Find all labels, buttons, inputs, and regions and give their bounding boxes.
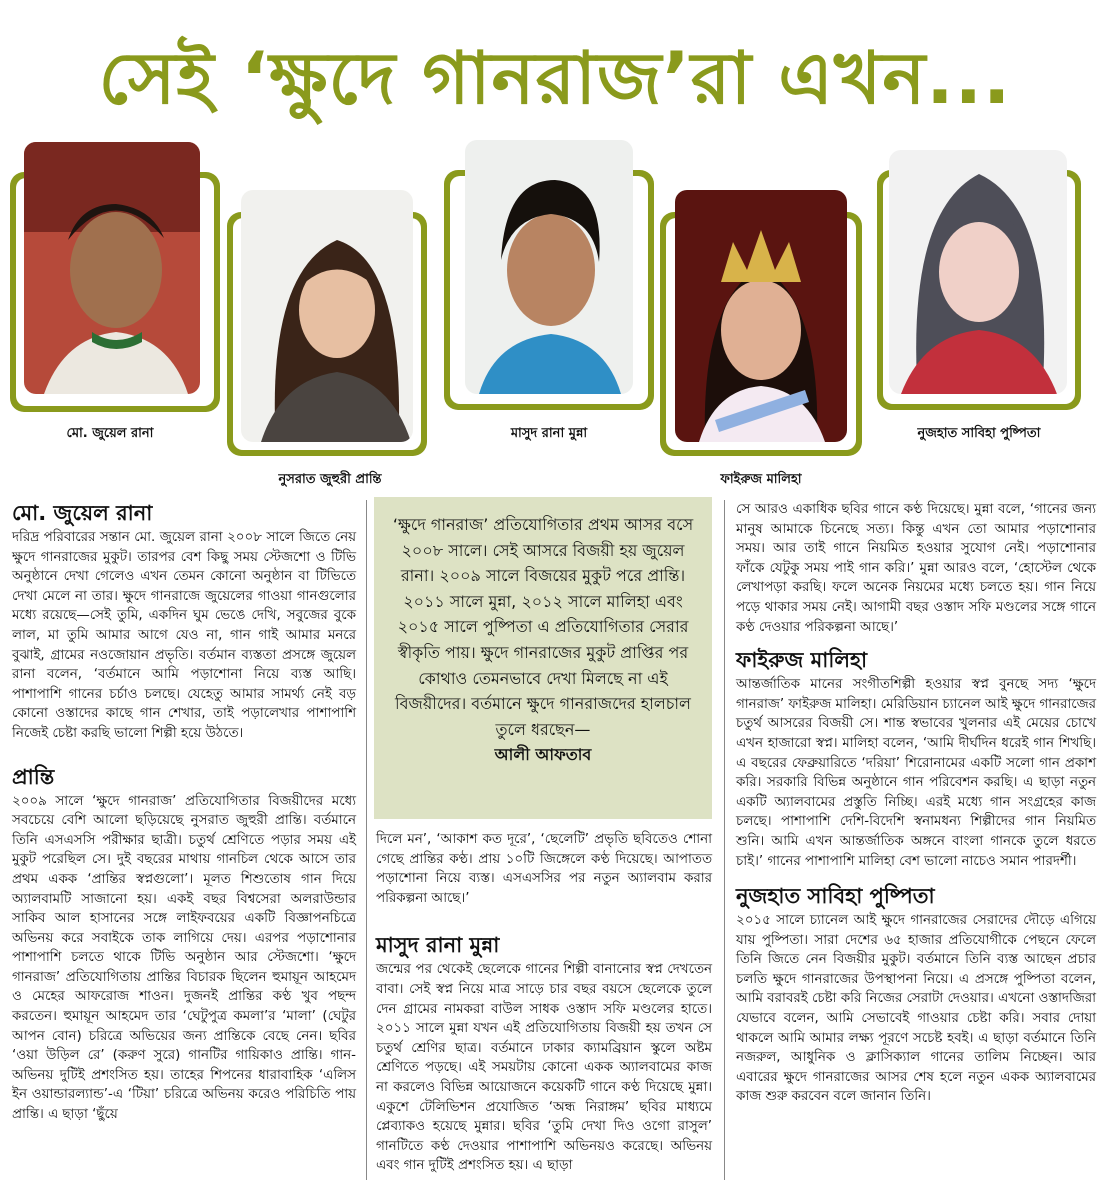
portrait-boy-icon [24, 142, 200, 394]
caption-maliha: ফাইরুজ মালিহা [720, 472, 802, 487]
photo-pranti [241, 190, 413, 442]
body-pranti-continued: দিলে মন’, ‘আকাশ কত দূরে’, ‘ছেলেটি’ প্রভৃতি ছবিতেও শোনা গেছে প্রান্তির কণ্ঠ। প্রায় ১০টি জিঙ্গেলে কণ্ঠ দিয়েছে। আপাতত পড়াশোনা নিয়ে ব্যস্ত। এসএসসির পর নতুন অ্যালবাম করার পরিকল্পনা আছে।’ [376, 832, 712, 906]
column-1 [12, 500, 356, 1125]
body-pushpita: ২০১৫ সালে চ্যানেল আই ক্ষুদে গানরাজের সেরাদের দৌড়ে এগিয়ে যায় পুষ্পিতা। সারা দেশের ৬৫ হাজার প্রতিযোগীকে পেছনে ফেলে তিনি জিতে নেন বিজয়ীর মুকুট। বর্তমানে তিনি ব্যস্ত আছেন প্রচার চলতি ক্ষুদে গানরাজের উপস্থাপনা নিয়ে। এ প্রসঙ্গে পুষ্পিতা বলেন, আমি বরাবরই চেষ্টা করি নিজের সেরাটা দেওয়ার। এখনো ওস্তাদজিরা যেভাবে বলেন, আমি সেভাবেই গাওয়ার চেষ্টা করি। সবার দোয়া থাকলে আমি আমার লক্ষ্য পূরণে সচেষ্ট হবই। এ ছাড়া বর্তমানে তিনি নজরুল, আধুনিক ও ক্লাসিক্যাল গানের তালিম নিচ্ছেন। আর এবারের ক্ষুদে গানরাজের আসর শেষ হলে নতুন একক অ্যালবামের কাজ শুরু করবেন বলে জানান তিনি। [736, 913, 1097, 1105]
portrait-girl-icon [889, 150, 1067, 394]
body-munna-continued: সে আরও একাধিক ছবির গানে কণ্ঠ দিয়েছে। মুন্না বলে, ‘গানের জন্য মানুষ আমাকে চিনেছে সত্য। কিন্তু এখন তো আমার পড়াশোনার সময়। আর তাই গানে নিয়মিত হওয়ার সুযোগ নেই। পড়াশোনার ফাঁকে যেটুকু সময় পাই গান করি।’ মুন্না আরও বলে, ‘হোস্টেল থেকে লেখাপড়া করছি। ফলে অনেক নিয়মের মধ্যে চলতে হয়। গান নিয়ে পড়ে থাকার সময় নেই। আগামী বছর ওস্তাদ সফি মণ্ডলের সঙ্গে গানে কণ্ঠ দেওয়ার পরিকল্পনা আছে।’ [736, 502, 1096, 635]
body-jewel: দরিদ্র পরিবারের সন্তান মো. জুয়েল রানা ২০০৮ সালে জিতে নেয় ক্ষুদে গানরাজের মুকুট। তারপর বেশ কিছু সময় স্টেজশো ও টিভি অনুষ্ঠানে দেখা গেলেও এখন তেমন কোনো অনুষ্ঠান বা টিভিতে দেখা মেলে না তার। ক্ষুদে গানরাজে জুয়েলের গাওয়া গানগুলোর মধ্যে রয়েছে—সেই তুমি, একদিন ঘুম ভেঙে দেখি, সবুজের বুকে লাল, মা তুমি আমার আগে যেও না, গান গাই আমার মনরে বুঝাই, গ্রামের নওজোয়ান প্রভৃতি। বর্তমান ব্যস্ততা প্রসঙ্গে জুয়েল রানা বলেন, ‘বর্তমানে আমি পড়াশোনা নিয়ে ব্যস্ত আছি। পাশাপাশি গানের চর্চাও চলছে। যেহেতু আমার সামর্থ্য নেই বড় কোনো ওস্তাদের কাছে গান শেখার, তাই পড়ালেখার পাশাপাশি নিজেই চেষ্টা করছি ভালো শিল্পী হয়ে উঠতে। [12, 530, 356, 741]
summary-author: আলী আফতাব [494, 745, 592, 765]
heading-pranti: প্রান্তি [12, 764, 55, 789]
heading-munna: মাসুদ রানা মুন্না [376, 933, 500, 958]
column-rule-2 [724, 500, 725, 1180]
heading-maliha: ফাইরুজ মালিহা [736, 648, 868, 673]
body-maliha: আন্তর্জাতিক মানের সংগীতশিল্পী হওয়ার স্বপ্ন বুনছে সদ্য ‘ক্ষুদে গানরাজ’ ফাইরুজ মালিহা। মেরিডিয়ান চ্যানেল আই ক্ষুদে গানরাজের চতুর্থ আসরের বিজয়ী সে। শান্ত স্বভাবের খুলনার এই মেয়ের চোখে এখন হাজারো স্বপ্ন। মালিহা বলেন, ‘আমি দীর্ঘদিন ধরেই গান শিখছি। এ বছরের ফেব্রুয়ারিতে ‘দরিয়া’ শিরোনামের একটি সলো গান প্রকাশ করি। সরকারি বিভিন্ন অনুষ্ঠানে গান পরিবেশন করছি। এ ছাড়া নতুন একটি অ্যালবামের প্রস্তুতি নিচ্ছি। এরই মধ্যে গান সংগ্রহের কাজ চলছে। পাশাপাশি দেশি-বিদেশি স্বনামধন্য শিল্পীদের গান নিয়মিত শুনি। আমি এখন আন্তর্জাতিক অঙ্গনে বাংলা গানকে তুলে ধরতে চাই।’ গানের পাশাপাশি মালিহা বেশ ভালো নাচেও সমান পারদর্শী। [736, 677, 1096, 869]
caption-jewel: মো. জুয়েল রানা [66, 426, 154, 441]
caption-pushpita: নুজহাত সাবিহা পুষ্পিতা [917, 426, 1041, 441]
portrait-boy-icon [465, 140, 633, 394]
heading-jewel: মো. জুয়েল রানা [12, 501, 153, 525]
portrait-girl-icon [241, 190, 413, 442]
body-pranti: ২০০৯ সালে ‘ক্ষুদে গানরাজ’ প্রতিযোগিতার বিজয়ীদের মধ্যে সবচেয়ে বেশি আলো ছড়িয়েছে নুসরাত জুহুরী প্রান্তি। বর্তমানে তিনি এসএসসি পরীক্ষার ছাত্রী। চতুর্থ শ্রেণিতে পড়ার সময় এই মুকুট পরেছিল সে। দুই বছরের মাথায় গানচিল থেকে আসে তার প্রথম একক ‘প্রান্তির স্বপ্নগুলো’। মূলত শিশুতোষ গান দিয়ে অ্যালবামটি সাজানো হয়। একই বছর বিশ্বসেরা অলরাউন্ডার সাকিব আল হাসানের সঙ্গে লাইফবয়ের একটি বিজ্ঞাপনচিত্রে অভিনয় করে সবাইকে তাক লাগিয়ে দেয়। এরপর পড়াশোনার পাশাপাশি চলতে থাকে টিভি অনুষ্ঠান আর স্টেজশো। ‘ক্ষুদে গানরাজ’ প্রতিযোগিতায় প্রান্তির বিচারক ছিলেন হুমায়ূন আহমেদ ও মেহের আফরোজ শাওন। দুজনই প্রান্তির কণ্ঠ খুব পছন্দ করতেন। হুমায়ূন আহমেদ তার ‘ঘেটুপুত্র কমলা’র ‘মালা’ (ঘেটুর আপন বোন) চরিত্রে অভিয়ের জন্য প্রান্তিকে বেছে নেন। ছবির ‘ওয়া উড়িল রে’ (করুণ সুরে) গানটির গায়িকাও প্রান্তি। গান-অভিনয় দুটিই প্রশংসিত হয়। তাহের শিপনের ধারাবাহিক ‘এলিস ইন ওয়ান্ডারল্যান্ড’-এ ‘টিয়া’ চরিত্রে অভিনয় করেও পরিচিতি পায় প্রান্তি। এ ছাড়া ‘ছুঁয়ে [12, 793, 356, 1123]
caption-munna: মাসুদ রানা মুন্না [510, 426, 588, 441]
caption-pranti: নুসরাত জুহুরী প্রান্তি [278, 472, 382, 487]
photo-pushpita [889, 150, 1067, 394]
heading-pushpita: নুজহাত সাবিহা পুষ্পিতা [736, 884, 935, 909]
column-2 [376, 830, 712, 1176]
headline: সেই ‘ক্ষুদে গানরাজ’রা এখন... [98, 36, 1012, 120]
photo-jewel [24, 142, 200, 394]
portrait-girl-crown-icon [675, 190, 847, 442]
summary [386, 512, 700, 768]
photo-maliha [675, 190, 847, 442]
photo-munna [465, 140, 633, 394]
summary-text: ‘ক্ষুদে গানরাজ’ প্রতিযোগিতার প্রথম আসর বসে ২০০৮ সালে। সেই আসরে বিজয়ী হয় জুয়েল রানা। ২০০৯ সালে বিজয়ের মুকুট পরে প্রান্তি। ২০১১ সালে মুন্না, ২০১২ সালে মালিহা এবং ২০১৫ সালে পুষ্পিতা এ প্রতিযোগিতার সেরার স্বীকৃতি পায়। ক্ষুদে গানরাজের মুকুট প্রাপ্তির পর কোথাও তেমনভাবে দেখা মিলছে না এই বিজয়ীদের। বর্তমানে ক্ষুদে গানরাজদের হালচাল তুলে ধরছেন— [392, 515, 694, 739]
body-munna: জন্মের পর থেকেই ছেলেকে গানের শিল্পী বানানোর স্বপ্ন দেখতেন বাবা। সেই স্বপ্ন নিয়ে মাত্র সাড়ে চার বছর বয়সে ছেলেকে তুলে দেন গ্রামের নামকরা বাউল সাধক ওস্তাদ সফি মণ্ডলের হাতে। ২০১১ সালে মুন্না যখন এই প্রতিযোগিতায় বিজয়ী হয় তখন সে চতুর্থ শ্রেণির ছাত্র। বর্তমানে ঢাকার ক্যামব্রিয়ান স্কুলে অষ্টম শ্রেণিতে পড়ছে। এই সময়টায় কোনো একক অ্যালবামের কাজ না করলেও বিভিন্ন আয়োজনে কয়েকটি গানে কণ্ঠ দিয়েছে মুন্না। একুশে টেলিভিশন প্রযোজিত ‘অন্ধ নিরাঙ্গম’ ছবির মাধ্যমে প্লেব্যাকও হয়েছে মুন্নার। ছবির ‘তুমি দেখা দিও ওগো রাসুল’ গানটিতে কণ্ঠ দেওয়ার পাশাপাশি অভিনয়ও করেছে। অভিনয় এবং গান দুটিই প্রশংসিত হয়। এ ছাড়া [376, 962, 712, 1174]
column-rule-1 [366, 500, 367, 1180]
column-3 [736, 500, 1096, 1107]
